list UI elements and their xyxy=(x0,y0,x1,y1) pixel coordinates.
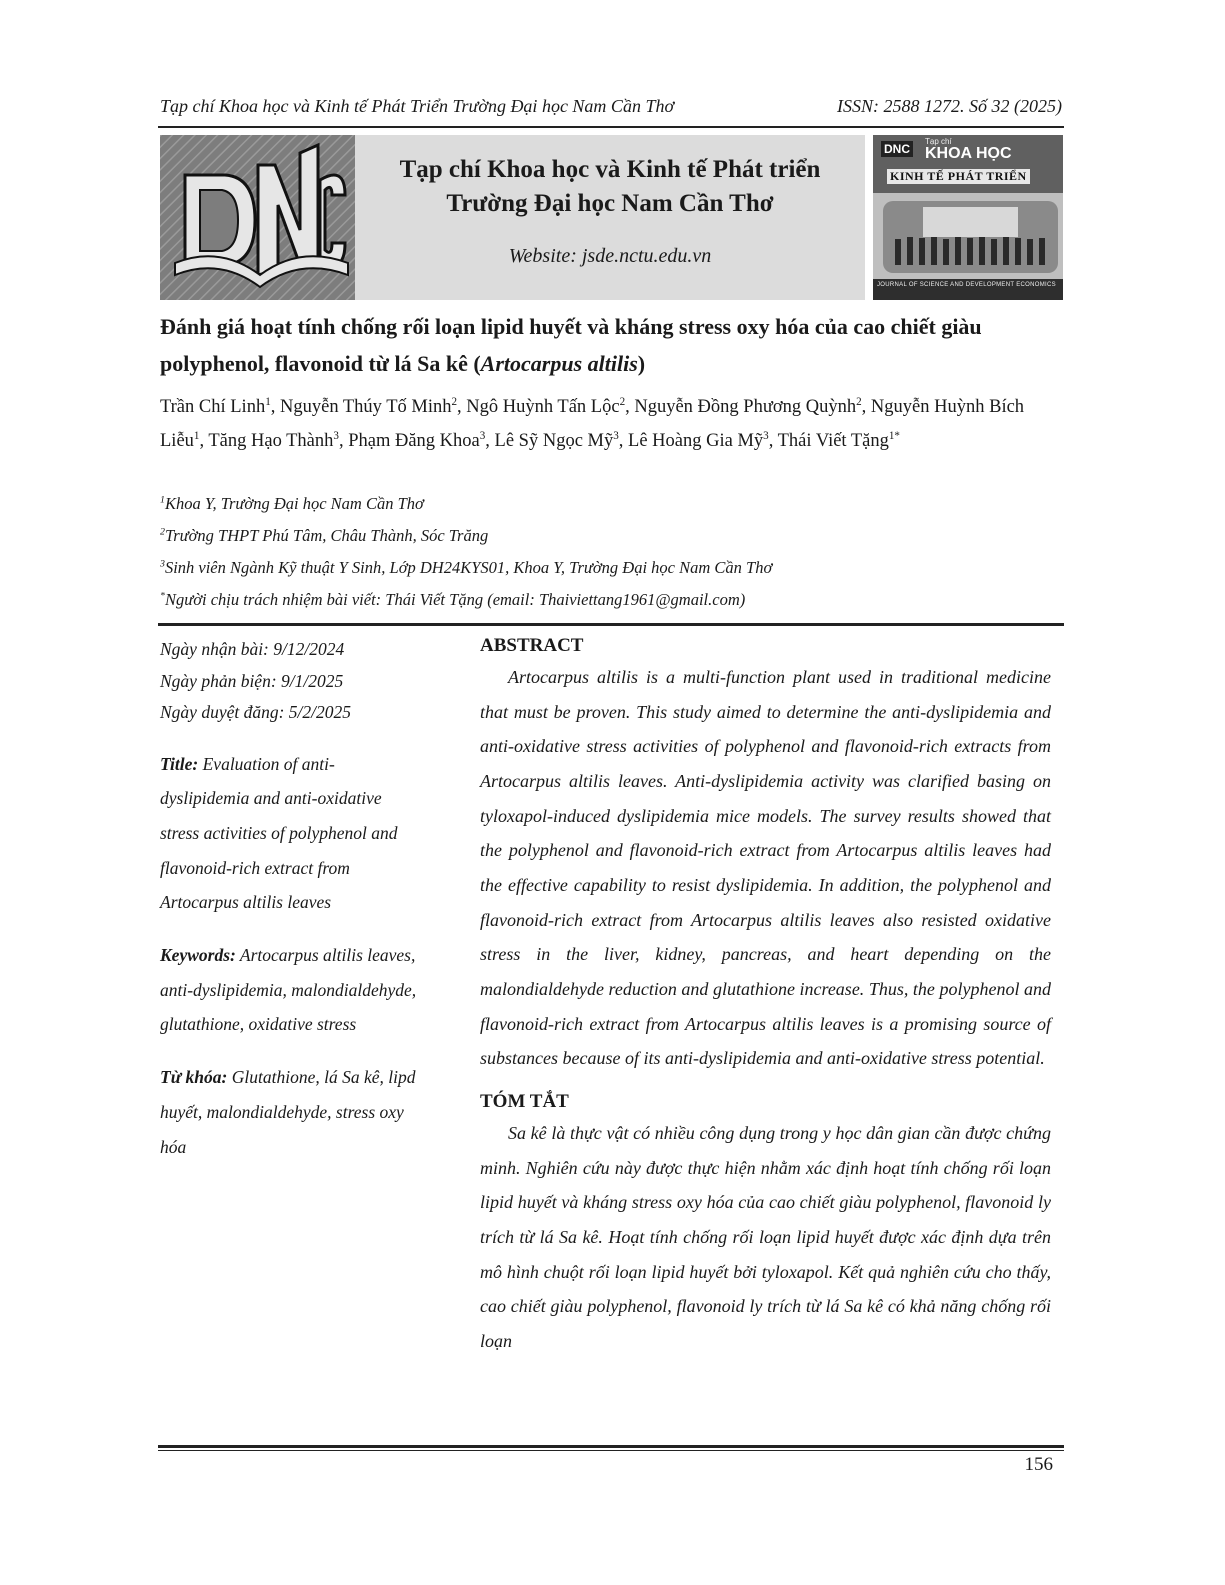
tomtat-text: Sa kê là thực vật có nhiều công dụng trong y học dân gian cần được chứng minh. Nghiên cứu này được thực hiện nhằm xác định hoạt tính chống rối loạn lipid huyết và kháng stress oxy hóa của cao chiết giàu polyphenol, flavonoid ly trích từ lá Sa kê. Hoạt tính chống rối loạn lipid huyết được xác định dựa trên mô hình chuột rối loạn lipid huyết bởi tyloxapol. Kết quả nghiên cứu cho thấy, cao chiết giàu polyphenol, flavonoid ly trích từ lá Sa kê có khả năng chống rối loạn xyxy=(480,1122,1051,1351)
cover-dnc-logo: DNC xyxy=(881,141,913,157)
page-number: 156 xyxy=(1024,1454,1053,1475)
cover-photo xyxy=(883,201,1058,273)
article-title xyxy=(160,308,1065,382)
journal-title xyxy=(355,153,865,221)
cover-footer-text: JOURNAL OF SCIENCE AND DEVELOPMENT ECONOMICS xyxy=(877,282,1056,288)
english-title-block xyxy=(160,747,420,921)
article-dates xyxy=(160,634,420,729)
author: Phạm Đăng Khoa$^3$ xyxy=(348,429,486,451)
english-title-label: Title: xyxy=(160,753,199,774)
cover-khoa-hoc: KHOA HỌC xyxy=(925,145,1012,162)
author: Lê Hoàng Gia Mỹ$^3$ xyxy=(628,429,769,451)
received-date: Ngày nhận bài: 9/12/2024 xyxy=(160,639,345,659)
cover-footer xyxy=(873,279,1063,300)
journal-banner xyxy=(160,135,1063,300)
running-header xyxy=(160,96,1062,122)
reviewed-date: Ngày phản biện: 9/1/2025 xyxy=(160,670,344,691)
author: Trần Chí Linh$^1$ xyxy=(160,395,271,417)
journal-cover-image xyxy=(873,135,1063,300)
affiliation: $^1$Khoa Y, Trường Đại học Nam Cần Thơ xyxy=(160,494,424,513)
cover-kinh-te: KINH TẾ PHÁT TRIỂN xyxy=(887,169,1030,184)
keywords-block xyxy=(160,938,420,1042)
author: Nguyễn Đồng Phương Quỳnh$^2$ xyxy=(634,395,862,417)
author-list: Trần Chí Linh$^1$, Nguyễn Thúy Tố Minh$^2$, Ngô Huỳnh Tấn Lộc$^2$, Nguyễn Đồng Phương Quỳnh$^2$, Nguyễn Huỳnh Bích Liễu$^1$, Tăng Hạo Thành$^3$, Phạm Đăng Khoa$^3$, Lê Sỹ Ngọc Mỹ$^3$, Lê Hoàng Gia Mỹ$^3$, Thái Viết Tặng$^{1*}$ xyxy=(160,395,1025,451)
author: Lê Sỹ Ngọc Mỹ$^3$ xyxy=(494,429,619,451)
article-title-text: Đánh giá hoạt tính chống rối loạn lipid huyết và kháng stress oxy hóa của cao chiết giàu polyphenol, flavonoid từ lá Sa kê ( xyxy=(160,314,982,376)
english-title-text: Evaluation of anti-dyslipidemia and anti-oxidative stress activities of polyphenol and flavonoid-rich extract from Artocarpus altilis leaves xyxy=(160,753,398,913)
tomtat-heading: TÓM TẮT xyxy=(480,1090,569,1112)
issn-header: ISSN: 2588 1272. Số 32 (2025) xyxy=(837,96,1062,116)
header-rule xyxy=(158,126,1064,128)
author: Nguyễn Thúy Tố Minh$^2$ xyxy=(280,395,458,417)
journal-name-header: Tạp chí Khoa học và Kinh tế Phát Triển Trường Đại học Nam Cần Thơ xyxy=(160,96,675,116)
tukhoa-label: Từ khóa: xyxy=(160,1067,228,1088)
tukhoa-text: Glutathione, lá Sa kê, lipd huyết, malondialdehyde, stress oxy hóa xyxy=(160,1067,416,1157)
journal-title-box xyxy=(355,135,865,300)
author: Ngô Huỳnh Tấn Lộc$^2$ xyxy=(466,395,626,417)
tukhoa-block xyxy=(160,1060,420,1164)
journal-title-line2: Trường Đại học Nam Cần Thơ xyxy=(446,190,774,217)
accepted-date: Ngày duyệt đăng: 5/2/2025 xyxy=(160,702,352,722)
keywords-text: Artocarpus altilis leaves, anti-dyslipidemia, malondialdehyde, glutathione, oxidative stress xyxy=(160,945,417,1035)
section-rule xyxy=(158,623,1064,626)
corresponding-author: *Người chịu trách nhiệm bài viết: Thái Viết Tặng (email: Thaiviettang1961@gmail.com) xyxy=(160,590,746,609)
author: Thái Viết Tặng$^{1*}$ xyxy=(777,429,900,451)
article-title-close: ) xyxy=(637,351,646,376)
author: Nguyễn Huỳnh Bích Liễu$^1$ xyxy=(160,397,1025,451)
dnc-logo-icon xyxy=(160,135,355,300)
cover-small-text: Tạp chí xyxy=(925,137,952,146)
article-title-species: Artocarpus altilis xyxy=(480,351,638,376)
abstract-column xyxy=(480,632,1051,1358)
journal-title-line1: Tạp chí Khoa học và Kinh tế Phát triển xyxy=(399,156,821,183)
abstract-heading: ABSTRACT xyxy=(480,635,584,656)
footer-rule-thin xyxy=(158,1450,1064,1451)
article-info-sidebar xyxy=(160,634,420,1164)
footer-rule xyxy=(158,1445,1064,1448)
affiliation: $^3$Sinh viên Ngành Kỹ thuật Y Sinh, Lớp DH24KYS01, Khoa Y, Trường Đại học Nam Cần Thơ xyxy=(160,558,773,577)
abstract-text: Artocarpus altilis is a multi-function plant used in traditional medicine that must be proven. This study aimed to determine the anti-dyslipidemia and anti-oxidative stress activities of polyphenol and flavonoid-rich extracts from Artocarpus altilis leaves. Anti-dyslipidemia activity was clarified basing on tyloxapol-induced dyslipidemia mice models. The survey results showed that the polyphenol and flavonoid-rich extract from Artocarpus altilis leaves had the effective capability to resist dyslipidemia. In addition, the polyphenol and flavonoid-rich extract from Artocarpus altilis leaves also resisted oxidative stress in the liver, kidney, pancreas, and heart depending on the malondialdehyde reduction and glutathione increase. Thus, the polyphenol and flavonoid-rich extract from Artocarpus altilis leaves is a promising source of substances because of its anti-dyslipidemia and anti-oxidative stress potential. xyxy=(480,667,1051,1069)
author: Tăng Hạo Thành$^3$ xyxy=(208,429,339,451)
group-photo-icon xyxy=(883,201,1058,273)
journal-website[interactable]: Website: jsde.nctu.edu.vn xyxy=(508,245,712,267)
affiliation: $^2$Trường THPT Phú Tâm, Châu Thành, Sóc Trăng xyxy=(160,526,489,545)
dnc-logo xyxy=(160,135,355,300)
keywords-label: Keywords: xyxy=(160,945,236,966)
